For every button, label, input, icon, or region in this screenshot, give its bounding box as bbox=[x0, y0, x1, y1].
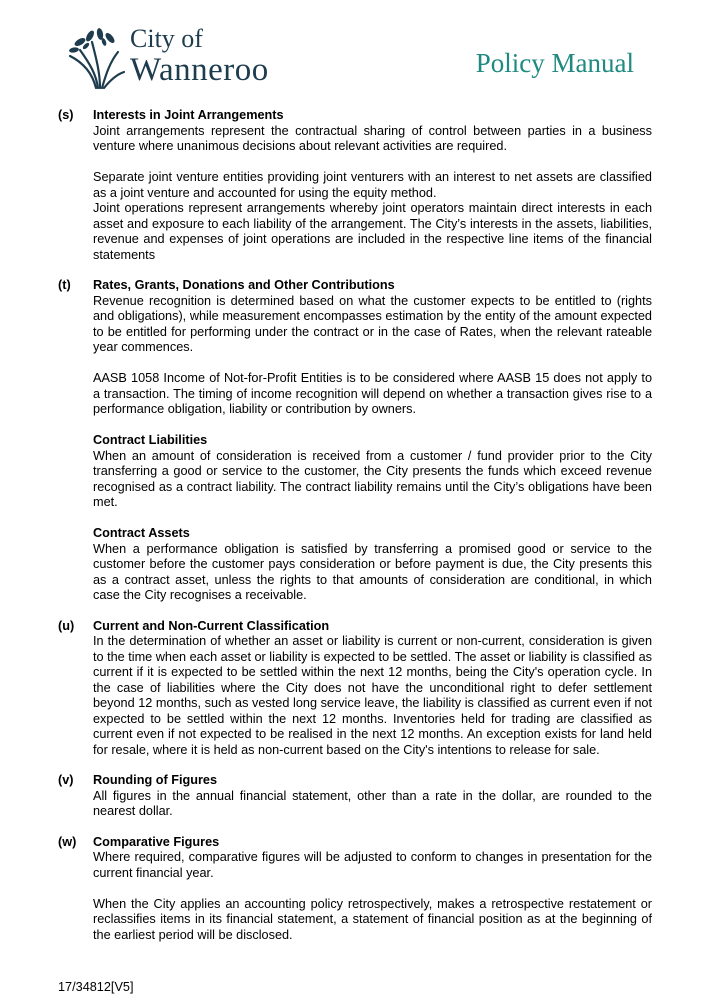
paragraph: Joint operations represent arrangements whereby joint operators maintain direct interests in each asset and exposure to each liability of the arrangement. The City’s interests in the assets, liabilities, revenue and expenses of joint operations are included in the respective line items of the financial statements bbox=[93, 201, 652, 262]
section-letter: (t) bbox=[58, 278, 71, 292]
page-header bbox=[0, 0, 706, 100]
section-s bbox=[58, 108, 652, 263]
section-letter: (w) bbox=[58, 834, 77, 849]
section-letter: (s) bbox=[58, 108, 74, 122]
section-heading: Rounding of Figures bbox=[93, 773, 218, 787]
paragraph: All figures in the annual financial statement, other than a rate in the dollar, are rounded to the nearest dollar. bbox=[93, 788, 652, 818]
subsection-heading: Contract Assets bbox=[93, 526, 190, 540]
section-heading: Current and Non-Current Classification bbox=[93, 618, 330, 633]
section-heading: Rates, Grants, Donations and Other Contributions bbox=[93, 278, 395, 292]
city-of-wanneroo-logo bbox=[66, 24, 306, 90]
section-heading: Interests in Joint Arrangements bbox=[93, 108, 284, 122]
paragraph: Joint arrangements represent the contractual sharing of control between parties in a business venture where unanimous decisions about relevant activities are required. bbox=[93, 123, 652, 153]
paragraph: Separate joint venture entities providing joint venturers with an interest to net assets are classified as a joint venture and accounted for using the equity method. bbox=[93, 170, 652, 200]
plant-emblem-icon bbox=[66, 28, 126, 90]
paragraph: When a performance obligation is satisfied by transferring a promised good or service to the customer before the customer pays consideration or before payment is due, the City presents this as a contract asset, unless the rights to that amounts of consideration are conditional, in which case the City recognises a receivable. bbox=[93, 541, 652, 602]
subsection-heading: Contract Liabilities bbox=[93, 433, 208, 447]
paragraph: AASB 1058 Income of Not-for-Profit Entities is to be considered where AASB 15 does not apply to a transaction. The timing of income recognition will depend on whether a transaction gives rise to a performance obligation, liability or contribution by owners. bbox=[93, 371, 652, 416]
document-body bbox=[58, 108, 652, 958]
section-u bbox=[58, 619, 652, 759]
paragraph: When an amount of consideration is received from a customer / fund provider prior to the City transferring a good or service to the customer, the City presents the funds which exceed revenue recognised as a contract liability. The contract liability remains until the City’s obligations have been met. bbox=[93, 448, 652, 509]
section-heading: Comparative Figures bbox=[93, 834, 220, 849]
document-reference: 17/34812[V5] bbox=[58, 980, 134, 994]
logo-city-of: City of bbox=[130, 24, 203, 53]
section-v bbox=[58, 773, 652, 820]
paragraph: Where required, comparative figures will be adjusted to conform to changes in presentation for the current financial year. bbox=[93, 850, 652, 880]
section-t bbox=[58, 278, 652, 604]
paragraph: Revenue recognition is determined based on what the customer expects to be entitled to (rights and obligations), while measurement encompasses estimation by the entity of the amount expected to be entitled for performing under the contract or in the case of Rates, when the relevant rateable year commences. bbox=[93, 293, 652, 354]
paragraph: In the determination of whether an asset or liability is current or non-current, consideration is given to the time when each asset or liability is expected to be settled. The asset or liability is classified as current if it is expected to be settled within the next 12 months, being the City's operation cycle. In the case of liabilities where the City does not have the unconditional right to defer settlement beyond 12 months, such as vested long service leave, the liability is classified as current even if not expected to be settled within the next 12 months. Inventories held for trading are classified as current even if not expected to be realised in the next 12 months. An exception exists for land held for resale, where it is held as non-current based on the City's intentions to release for sale. bbox=[93, 634, 652, 757]
policy-manual-title: Policy Manual bbox=[475, 48, 634, 78]
section-w bbox=[58, 835, 652, 944]
logo-wanneroo: Wanneroo bbox=[130, 52, 269, 88]
section-letter: (v) bbox=[58, 773, 74, 787]
paragraph: When the City applies an accounting policy retrospectively, makes a retrospective restatement or reclassifies items in its financial statement, a statement of financial position as at the beginning of the earliest period will be disclosed. bbox=[93, 896, 652, 942]
section-letter: (u) bbox=[58, 618, 75, 633]
